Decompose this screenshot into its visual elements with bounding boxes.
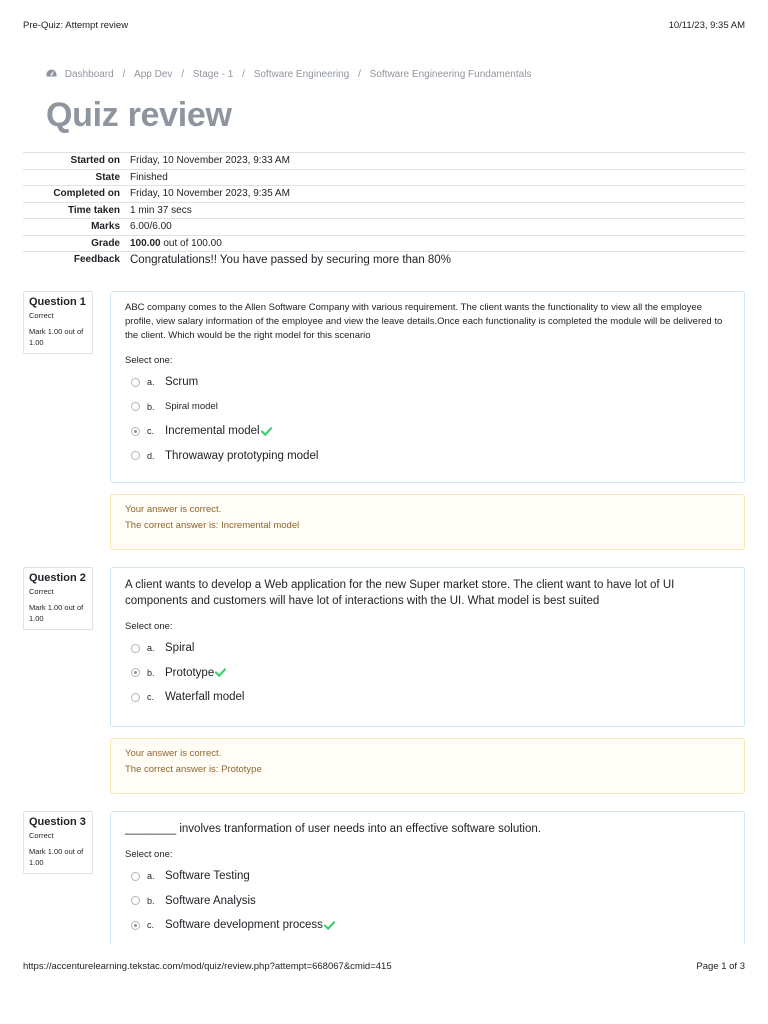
summary-label: Time taken (23, 202, 130, 219)
breadcrumb (46, 69, 531, 80)
option-letter: c. (147, 692, 155, 703)
print-footer (23, 961, 745, 975)
select-one-prompt: Select one: (125, 355, 173, 366)
option-label: Spiral (165, 642, 195, 655)
summary-feedback-text: Congratulations!! You have passed by securing more than 80% (130, 252, 745, 273)
feedback-message: Your answer is correct. (125, 504, 222, 515)
answer-option[interactable] (125, 444, 730, 469)
question-text: ________ involves tranformation of user needs into an effective software solution. (125, 823, 541, 835)
print-datetime: 10/11/23, 9:35 AM (668, 20, 745, 31)
question-content-3 (110, 811, 745, 944)
summary-value: Friday, 10 November 2023, 9:33 AM (130, 153, 745, 170)
print-url: https://accenturelearning.tekstac.com/mod/quiz/review.php?attempt=668067&cmid=415 (23, 961, 392, 972)
option-letter: c. (147, 426, 155, 437)
summary-label: Completed on (23, 186, 130, 203)
option-letter: b. (147, 401, 155, 412)
option-label: Incremental model (165, 425, 260, 438)
breadcrumb-separator: / (358, 69, 361, 80)
grade-value: 100.00 (130, 237, 161, 249)
question-info-3 (23, 811, 93, 874)
breadcrumb-separator: / (122, 69, 126, 80)
radio-button[interactable] (131, 693, 140, 702)
summary-value: Finished (130, 169, 745, 186)
breadcrumb-separator: / (242, 69, 245, 80)
question-text: ABC company comes to the Allen Software Company with various requirement. The client wants the functionality to view all the employee profile, view salary information of the employee and view the leave details.Once each functionality is completed the module will be delivered to the client. Which would be the right model for this scenario (125, 302, 723, 341)
summary-row-state (23, 169, 745, 186)
option-label: Throwaway prototyping model (165, 449, 319, 462)
summary-value: Friday, 10 November 2023, 9:35 AM (130, 186, 745, 203)
option-letter: b. (147, 895, 155, 906)
question-mark: Mark 1.00 out of 1.00 (29, 847, 84, 867)
option-label: Software development process (165, 919, 323, 932)
summary-row-feedback (23, 252, 745, 273)
option-label: Software Analysis (165, 894, 256, 907)
correct-check-icon (215, 668, 226, 677)
answer-option[interactable] (125, 864, 730, 889)
feedback-box-1 (110, 494, 745, 550)
print-page-number: Page 1 of 3 (696, 961, 745, 972)
summary-value: 1 min 37 secs (130, 202, 745, 219)
radio-button[interactable] (131, 896, 140, 905)
radio-button[interactable] (131, 451, 140, 460)
question-text: A client wants to develop a Web application for the new Super market store. The client want to have lot of UI components and customers will have lot of interactions with the UI. What model is best suited (125, 579, 675, 607)
summary-value (130, 235, 745, 252)
radio-button[interactable] (131, 644, 140, 653)
option-letter: a. (147, 377, 155, 388)
feedback-box-2 (110, 738, 745, 794)
summary-row-completed (23, 186, 745, 203)
answer-option[interactable] (125, 395, 730, 420)
question-state: Correct (29, 587, 54, 596)
select-one-prompt: Select one: (125, 849, 173, 860)
breadcrumb-separator: / (181, 69, 184, 80)
question-number: Question 3 (29, 816, 86, 828)
option-label: Prototype (165, 666, 215, 679)
attempt-summary-table (23, 152, 745, 272)
summary-label: Grade (23, 235, 130, 252)
answer-option-selected[interactable] (125, 419, 730, 444)
answer-option-selected[interactable] (125, 913, 730, 938)
radio-button[interactable] (131, 378, 140, 387)
breadcrumb-software-engineering[interactable]: Software Engineering (253, 69, 350, 80)
summary-label: State (23, 169, 130, 186)
feedback-message: Your answer is correct. (125, 748, 222, 759)
radio-button-checked[interactable] (131, 427, 140, 436)
print-title: Pre-Quiz: Attempt review (23, 20, 129, 31)
question-content-2 (110, 567, 745, 727)
option-letter: b. (147, 667, 155, 678)
question-info-2 (23, 567, 93, 630)
option-letter: a. (147, 871, 155, 882)
answer-option[interactable] (125, 636, 730, 661)
option-letter: a. (147, 643, 155, 654)
summary-value: 6.00/6.00 (130, 219, 745, 236)
select-one-prompt: Select one: (125, 621, 173, 632)
summary-label: Started on (23, 153, 130, 170)
radio-button-checked[interactable] (131, 668, 140, 677)
option-letter: c. (147, 920, 155, 931)
question-mark: Mark 1.00 out of 1.00 (29, 327, 84, 347)
correct-answer-text: The correct answer is: Incremental model (125, 520, 300, 531)
summary-row-grade (23, 235, 745, 252)
option-label: Scrum (165, 376, 199, 389)
question-number: Question 1 (29, 296, 86, 308)
question-content-1 (110, 291, 745, 483)
summary-row-time (23, 202, 745, 219)
answer-options (125, 636, 730, 710)
dashboard-icon (46, 69, 57, 78)
question-state: Correct (29, 831, 54, 840)
correct-check-icon (324, 921, 335, 930)
breadcrumb-dashboard[interactable]: Dashboard (64, 69, 114, 80)
answer-options (125, 370, 730, 468)
summary-label: Feedback (23, 252, 130, 273)
radio-button-checked[interactable] (131, 921, 140, 930)
option-label: Software Testing (165, 870, 250, 883)
correct-answer-text: The correct answer is: Prototype (125, 764, 262, 775)
correct-check-icon (261, 427, 272, 436)
grade-out-of: out of 100.00 (160, 237, 222, 249)
answer-option-selected[interactable] (125, 661, 730, 686)
radio-button[interactable] (131, 872, 140, 881)
summary-label: Marks (23, 219, 130, 236)
question-number: Question 2 (29, 572, 86, 584)
breadcrumb-se-fundamentals[interactable]: Software Engineering Fundamentals (369, 69, 532, 80)
option-label: Waterfall model (165, 691, 245, 704)
answer-option[interactable] (125, 685, 730, 710)
summary-row-marks (23, 219, 745, 236)
answer-options (125, 864, 730, 938)
answer-option[interactable] (125, 370, 730, 395)
breadcrumb-app-dev[interactable]: App Dev (134, 69, 173, 80)
answer-option[interactable] (125, 889, 730, 914)
breadcrumb-stage-1[interactable]: Stage - 1 (192, 69, 234, 80)
question-mark: Mark 1.00 out of 1.00 (29, 603, 84, 623)
print-header (23, 20, 745, 34)
option-letter: d. (147, 450, 155, 461)
radio-button[interactable] (131, 402, 140, 411)
summary-row-started (23, 153, 745, 170)
page-title: Quiz review (46, 96, 232, 134)
question-info-1 (23, 291, 93, 354)
option-label: Spiral model (165, 401, 218, 413)
question-state: Correct (29, 311, 54, 320)
